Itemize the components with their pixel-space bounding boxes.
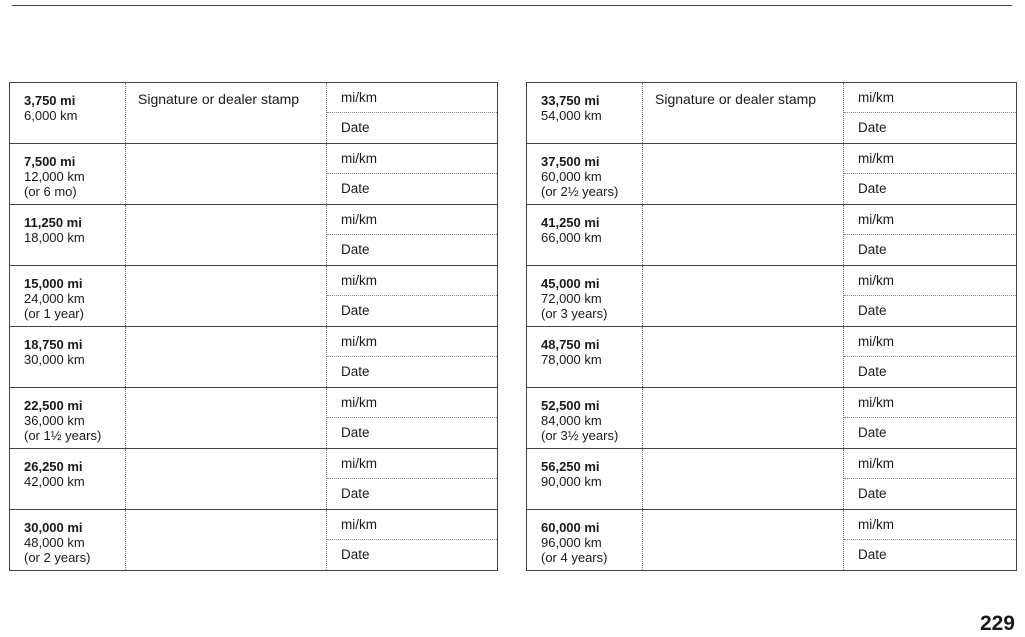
signature-field bbox=[126, 449, 327, 510]
log-row bbox=[527, 449, 1017, 510]
signature-field bbox=[643, 327, 844, 388]
service-interval bbox=[10, 83, 126, 144]
interval-miles: 48,750 mi bbox=[541, 337, 600, 352]
entry-cell bbox=[844, 266, 1017, 327]
log-row bbox=[10, 510, 498, 571]
entry-cell bbox=[844, 510, 1017, 571]
signature-label: Signature or dealer stamp bbox=[138, 91, 300, 107]
signature-field bbox=[643, 144, 844, 205]
odometer-field: mi/km bbox=[327, 510, 497, 540]
interval-kilometers: 78,000 km bbox=[541, 352, 602, 367]
signature-field bbox=[126, 144, 327, 205]
interval-kilometers: 84,000 km bbox=[541, 413, 602, 428]
interval-miles: 33,750 mi bbox=[541, 93, 600, 108]
service-interval bbox=[10, 327, 126, 388]
date-field: Date bbox=[341, 242, 370, 257]
service-interval bbox=[527, 83, 643, 144]
service-interval bbox=[527, 388, 643, 449]
signature-field bbox=[126, 205, 327, 266]
date-field: Date bbox=[858, 303, 887, 318]
entry-cell bbox=[327, 144, 498, 205]
service-interval bbox=[527, 144, 643, 205]
log-row bbox=[527, 266, 1017, 327]
log-row bbox=[10, 205, 498, 266]
odometer-field: mi/km bbox=[844, 205, 1016, 235]
log-row bbox=[10, 327, 498, 388]
odometer-field: mi/km bbox=[327, 388, 497, 418]
log-row bbox=[527, 510, 1017, 571]
odometer-field: mi/km bbox=[844, 327, 1016, 357]
signature-field bbox=[643, 83, 844, 144]
date-field: Date bbox=[858, 364, 887, 379]
interval-kilometers: 42,000 km bbox=[24, 474, 85, 489]
maintenance-log-right bbox=[526, 82, 1017, 571]
odometer-field: mi/km bbox=[327, 205, 497, 235]
service-interval bbox=[10, 388, 126, 449]
interval-time: (or 1 year) bbox=[24, 306, 84, 321]
odometer-field: mi/km bbox=[844, 449, 1016, 479]
interval-miles: 37,500 mi bbox=[541, 154, 600, 169]
interval-kilometers: 60,000 km bbox=[541, 169, 602, 184]
interval-kilometers: 66,000 km bbox=[541, 230, 602, 245]
log-row bbox=[10, 83, 498, 144]
log-row bbox=[10, 388, 498, 449]
odometer-field: mi/km bbox=[327, 83, 497, 113]
interval-miles: 11,250 mi bbox=[24, 215, 82, 230]
date-field: Date bbox=[858, 425, 887, 440]
page-number: 229 bbox=[979, 612, 1015, 635]
service-interval bbox=[527, 327, 643, 388]
interval-miles: 3,750 mi bbox=[24, 93, 76, 108]
date-field: Date bbox=[858, 242, 887, 257]
odometer-field: mi/km bbox=[844, 510, 1016, 540]
interval-miles: 26,250 mi bbox=[24, 459, 83, 474]
date-field: Date bbox=[341, 486, 370, 501]
interval-kilometers: 24,000 km bbox=[24, 291, 85, 306]
entry-cell bbox=[844, 83, 1017, 144]
odometer-field: mi/km bbox=[844, 83, 1016, 113]
top-rule bbox=[12, 5, 1012, 6]
interval-miles: 41,250 mi bbox=[541, 215, 600, 230]
date-field: Date bbox=[858, 120, 887, 135]
log-row bbox=[527, 83, 1017, 144]
interval-kilometers: 96,000 km bbox=[541, 535, 602, 550]
interval-time: (or 2 years) bbox=[24, 550, 91, 565]
interval-miles: 56,250 mi bbox=[541, 459, 600, 474]
signature-field bbox=[126, 327, 327, 388]
interval-miles: 45,000 mi bbox=[541, 276, 600, 291]
interval-kilometers: 6,000 km bbox=[24, 108, 78, 123]
interval-miles: 60,000 mi bbox=[541, 520, 600, 535]
interval-time: (or 3½ years) bbox=[541, 428, 619, 443]
date-field: Date bbox=[341, 547, 370, 562]
signature-field bbox=[643, 205, 844, 266]
log-row bbox=[527, 388, 1017, 449]
date-field: Date bbox=[858, 486, 887, 501]
entry-cell bbox=[327, 510, 498, 571]
interval-kilometers: 54,000 km bbox=[541, 108, 602, 123]
date-field: Date bbox=[858, 181, 887, 196]
interval-miles: 15,000 mi bbox=[24, 276, 83, 291]
entry-cell bbox=[327, 388, 498, 449]
date-field: Date bbox=[341, 120, 370, 135]
entry-cell bbox=[327, 266, 498, 327]
log-row bbox=[527, 205, 1017, 266]
interval-miles: 30,000 mi bbox=[24, 520, 83, 535]
maintenance-log-left bbox=[9, 82, 498, 571]
interval-time: (or 4 years) bbox=[541, 550, 608, 565]
odometer-field: mi/km bbox=[327, 266, 497, 296]
signature-field bbox=[643, 510, 844, 571]
service-interval bbox=[527, 510, 643, 571]
date-field: Date bbox=[858, 547, 887, 562]
interval-miles: 7,500 mi bbox=[24, 154, 76, 169]
signature-field bbox=[126, 388, 327, 449]
interval-miles: 22,500 mi bbox=[24, 398, 83, 413]
service-interval bbox=[527, 266, 643, 327]
interval-kilometers: 36,000 km bbox=[24, 413, 85, 428]
service-interval bbox=[10, 510, 126, 571]
signature-field bbox=[126, 83, 327, 144]
date-field: Date bbox=[341, 364, 370, 379]
entry-cell bbox=[844, 449, 1017, 510]
service-interval bbox=[10, 144, 126, 205]
odometer-field: mi/km bbox=[327, 144, 497, 174]
entry-cell bbox=[844, 388, 1017, 449]
odometer-field: mi/km bbox=[844, 266, 1016, 296]
interval-time: (or 1½ years) bbox=[24, 428, 102, 443]
signature-field bbox=[126, 266, 327, 327]
service-interval bbox=[10, 266, 126, 327]
interval-kilometers: 90,000 km bbox=[541, 474, 602, 489]
entry-cell bbox=[327, 83, 498, 144]
interval-kilometers: 72,000 km bbox=[541, 291, 602, 306]
entry-cell bbox=[844, 205, 1017, 266]
signature-field bbox=[643, 449, 844, 510]
log-row bbox=[10, 266, 498, 327]
interval-kilometers: 12,000 km bbox=[24, 169, 85, 184]
date-field: Date bbox=[341, 303, 370, 318]
interval-miles: 18,750 mi bbox=[24, 337, 83, 352]
odometer-field: mi/km bbox=[327, 449, 497, 479]
interval-miles: 52,500 mi bbox=[541, 398, 600, 413]
entry-cell bbox=[327, 449, 498, 510]
entry-cell bbox=[844, 327, 1017, 388]
log-row bbox=[10, 144, 498, 205]
signature-label: Signature or dealer stamp bbox=[655, 91, 817, 107]
log-row bbox=[10, 449, 498, 510]
signature-field bbox=[126, 510, 327, 571]
entry-cell bbox=[327, 327, 498, 388]
interval-kilometers: 48,000 km bbox=[24, 535, 85, 550]
log-row bbox=[527, 327, 1017, 388]
odometer-field: mi/km bbox=[844, 144, 1016, 174]
odometer-field: mi/km bbox=[844, 388, 1016, 418]
signature-field bbox=[643, 388, 844, 449]
service-interval bbox=[527, 449, 643, 510]
date-field: Date bbox=[341, 425, 370, 440]
odometer-field: mi/km bbox=[327, 327, 497, 357]
service-interval bbox=[527, 205, 643, 266]
date-field: Date bbox=[341, 181, 370, 196]
signature-field bbox=[643, 266, 844, 327]
entry-cell bbox=[327, 205, 498, 266]
interval-kilometers: 18,000 km bbox=[24, 230, 85, 245]
interval-time: (or 2½ years) bbox=[541, 184, 619, 199]
service-interval bbox=[10, 449, 126, 510]
log-row bbox=[527, 144, 1017, 205]
interval-time: (or 6 mo) bbox=[24, 184, 77, 199]
entry-cell bbox=[844, 144, 1017, 205]
interval-kilometers: 30,000 km bbox=[24, 352, 85, 367]
interval-time: (or 3 years) bbox=[541, 306, 608, 321]
service-interval bbox=[10, 205, 126, 266]
